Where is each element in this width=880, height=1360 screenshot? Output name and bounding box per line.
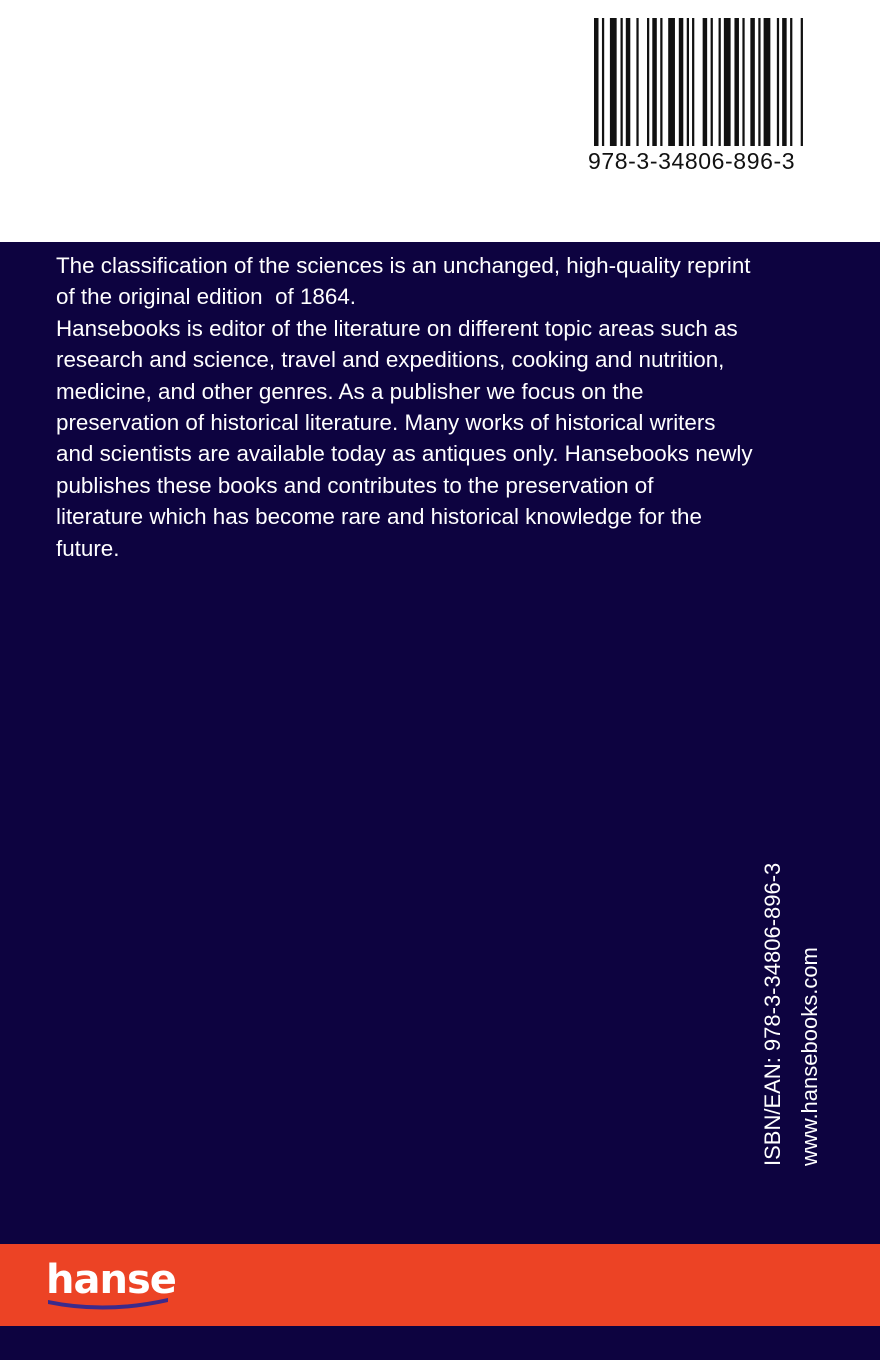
book-description	[56, 250, 846, 564]
barcode-image	[590, 18, 805, 146]
description-paragraph-1: The classification of the sciences is an unchanged, high-quality reprint of the original edition of 1864.	[56, 253, 751, 310]
hanse-logo	[46, 1256, 176, 1316]
logo-swoosh-icon	[46, 1294, 170, 1312]
description-paragraph-2: Hansebooks is editor of the literature on different topic areas such as research and science, travel and expeditions, cooking and nutrition, medicine, and other genres. As a publisher we focus on the preservation of historical literature. Many works of historical writers and scientists are available today as antiques only. Hansebooks newly publishes these books and contributes to the preservation of literature which has become rare and historical knowledge for the future.	[56, 315, 753, 561]
logo-wordmark: hanse	[46, 1257, 176, 1303]
bottom-strip	[0, 1326, 880, 1360]
barcode-digits: 978-3-34806-896-3	[588, 148, 796, 174]
isbn-ean-label: ISBN/EAN: 978-3-34806-896-3	[760, 862, 785, 1166]
publisher-website: www.hansebooks.com	[797, 947, 822, 1166]
